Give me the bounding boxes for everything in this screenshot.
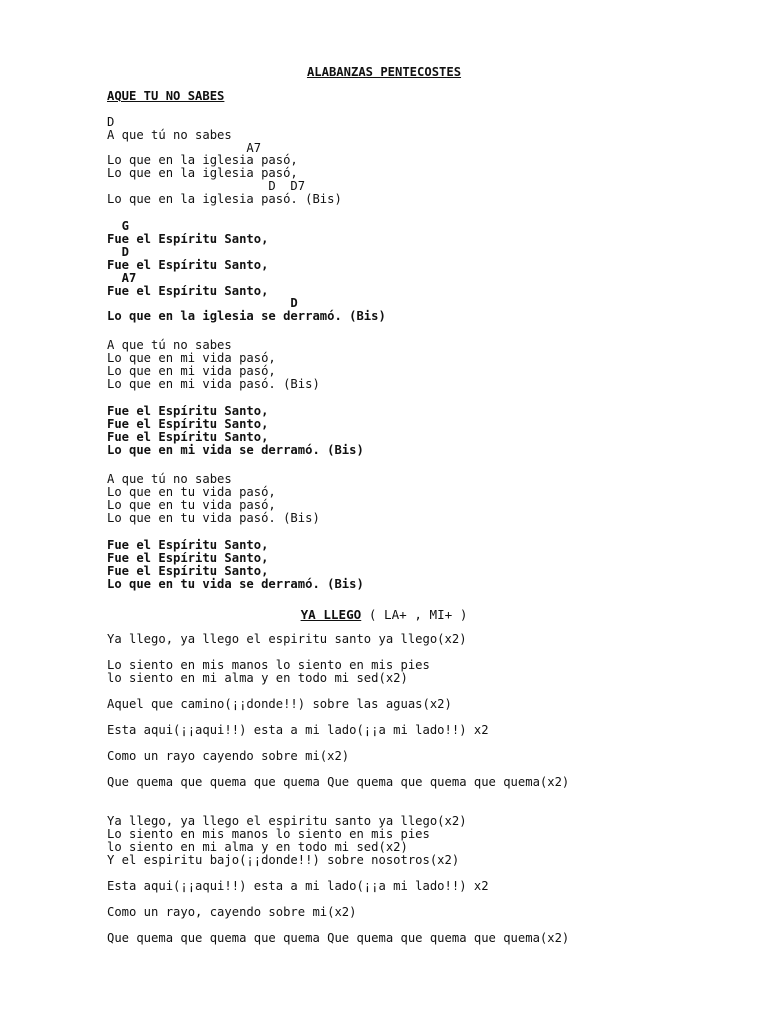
lyric-line: Fue el Espíritu Santo, (107, 284, 269, 298)
lyric-line: D D7 (107, 179, 306, 193)
lyric-line: D (107, 245, 130, 259)
lyric-line: Lo que en tu vida pasó, (107, 485, 276, 499)
lyric-line: Lo que en mi vida pasó. (Bis) (107, 377, 320, 391)
lyric-line: Fue el Espíritu Santo, (107, 551, 269, 565)
lyric-line: A7 (107, 271, 137, 285)
lyric-line: Como un rayo, cayendo sobre mi(x2) (107, 905, 357, 919)
song-title-ya-llego: YA LLEGO (300, 607, 362, 622)
lyric-line: Y el espiritu bajo(¡¡donde!!) sobre nosotros(x2) (107, 853, 460, 867)
lyric-line: Fue el Espíritu Santo, (107, 404, 269, 418)
lyric-line: lo siento en mi alma y en todo mi sed(x2) (107, 671, 408, 685)
lyric-line: D (107, 296, 298, 310)
lyric-line: Lo que en mi vida pasó, (107, 351, 276, 365)
lyric-line: Lo que en la iglesia pasó, (107, 166, 298, 180)
lyric-line: Lo siento en mis manos lo siento en mis pies (107, 658, 430, 672)
song-title-aque-tu-no-sabes: AQUE TU NO SABES (107, 89, 225, 103)
lyric-line: G (107, 219, 130, 233)
lyric-line: Lo que en mi vida pasó, (107, 364, 276, 378)
lyric-line: A que tú no sabes (107, 128, 232, 142)
lyric-line: Lo que en tu vida pasó. (Bis) (107, 511, 320, 525)
song-title-ya-llego-block (0, 607, 768, 622)
lyric-line: Fue el Espíritu Santo, (107, 417, 269, 431)
lyric-line: A que tú no sabes (107, 472, 232, 486)
lyric-line: Esta aqui(¡¡aqui!!) esta a mi lado(¡¡a mi lado!!) x2 (107, 723, 489, 737)
lyric-line: Lo que en la iglesia pasó. (Bis) (107, 192, 342, 206)
lyric-line: Fue el Espíritu Santo, (107, 232, 269, 246)
lyric-line: Lo que en tu vida se derramó. (Bis) (107, 577, 364, 591)
lyric-line: A que tú no sabes (107, 338, 232, 352)
lyric-line: Lo que en la iglesia se derramó. (Bis) (107, 309, 386, 323)
lyric-line: Fue el Espíritu Santo, (107, 564, 269, 578)
lyric-line: Que quema que quema que quema Que quema que quema que quema(x2) (107, 931, 570, 945)
lyric-line: D (107, 115, 115, 129)
lyric-line: Ya llego, ya llego el espiritu santo ya llego(x2) (107, 814, 467, 828)
lyric-line: Ya llego, ya llego el espiritu santo ya llego(x2) (107, 632, 467, 646)
lyric-line: Esta aqui(¡¡aqui!!) esta a mi lado(¡¡a mi lado!!) x2 (107, 879, 489, 893)
lyric-line: A7 (107, 141, 262, 155)
lyric-line: Lo que en tu vida pasó, (107, 498, 276, 512)
lyric-line: Fue el Espíritu Santo, (107, 430, 269, 444)
lyric-line: Como un rayo cayendo sobre mi(x2) (107, 749, 350, 763)
document-title: ALABANZAS PENTECOSTES (306, 65, 462, 79)
lyric-line: Lo que en mi vida se derramó. (Bis) (107, 443, 364, 457)
lyric-line: Lo siento en mis manos lo siento en mis pies (107, 827, 430, 841)
lyric-line: Que quema que quema que quema Que quema que quema que quema(x2) (107, 775, 570, 789)
lyric-line: Lo que en la iglesia pasó, (107, 153, 298, 167)
lyric-line: Fue el Espíritu Santo, (107, 538, 269, 552)
lyric-line: lo siento en mi alma y en todo mi sed(x2) (107, 840, 408, 854)
lyric-line: Aquel que camino(¡¡donde!!) sobre las aguas(x2) (107, 697, 452, 711)
lyric-line: Fue el Espíritu Santo, (107, 258, 269, 272)
song-chords: ( LA+ , MI+ ) (361, 607, 468, 622)
